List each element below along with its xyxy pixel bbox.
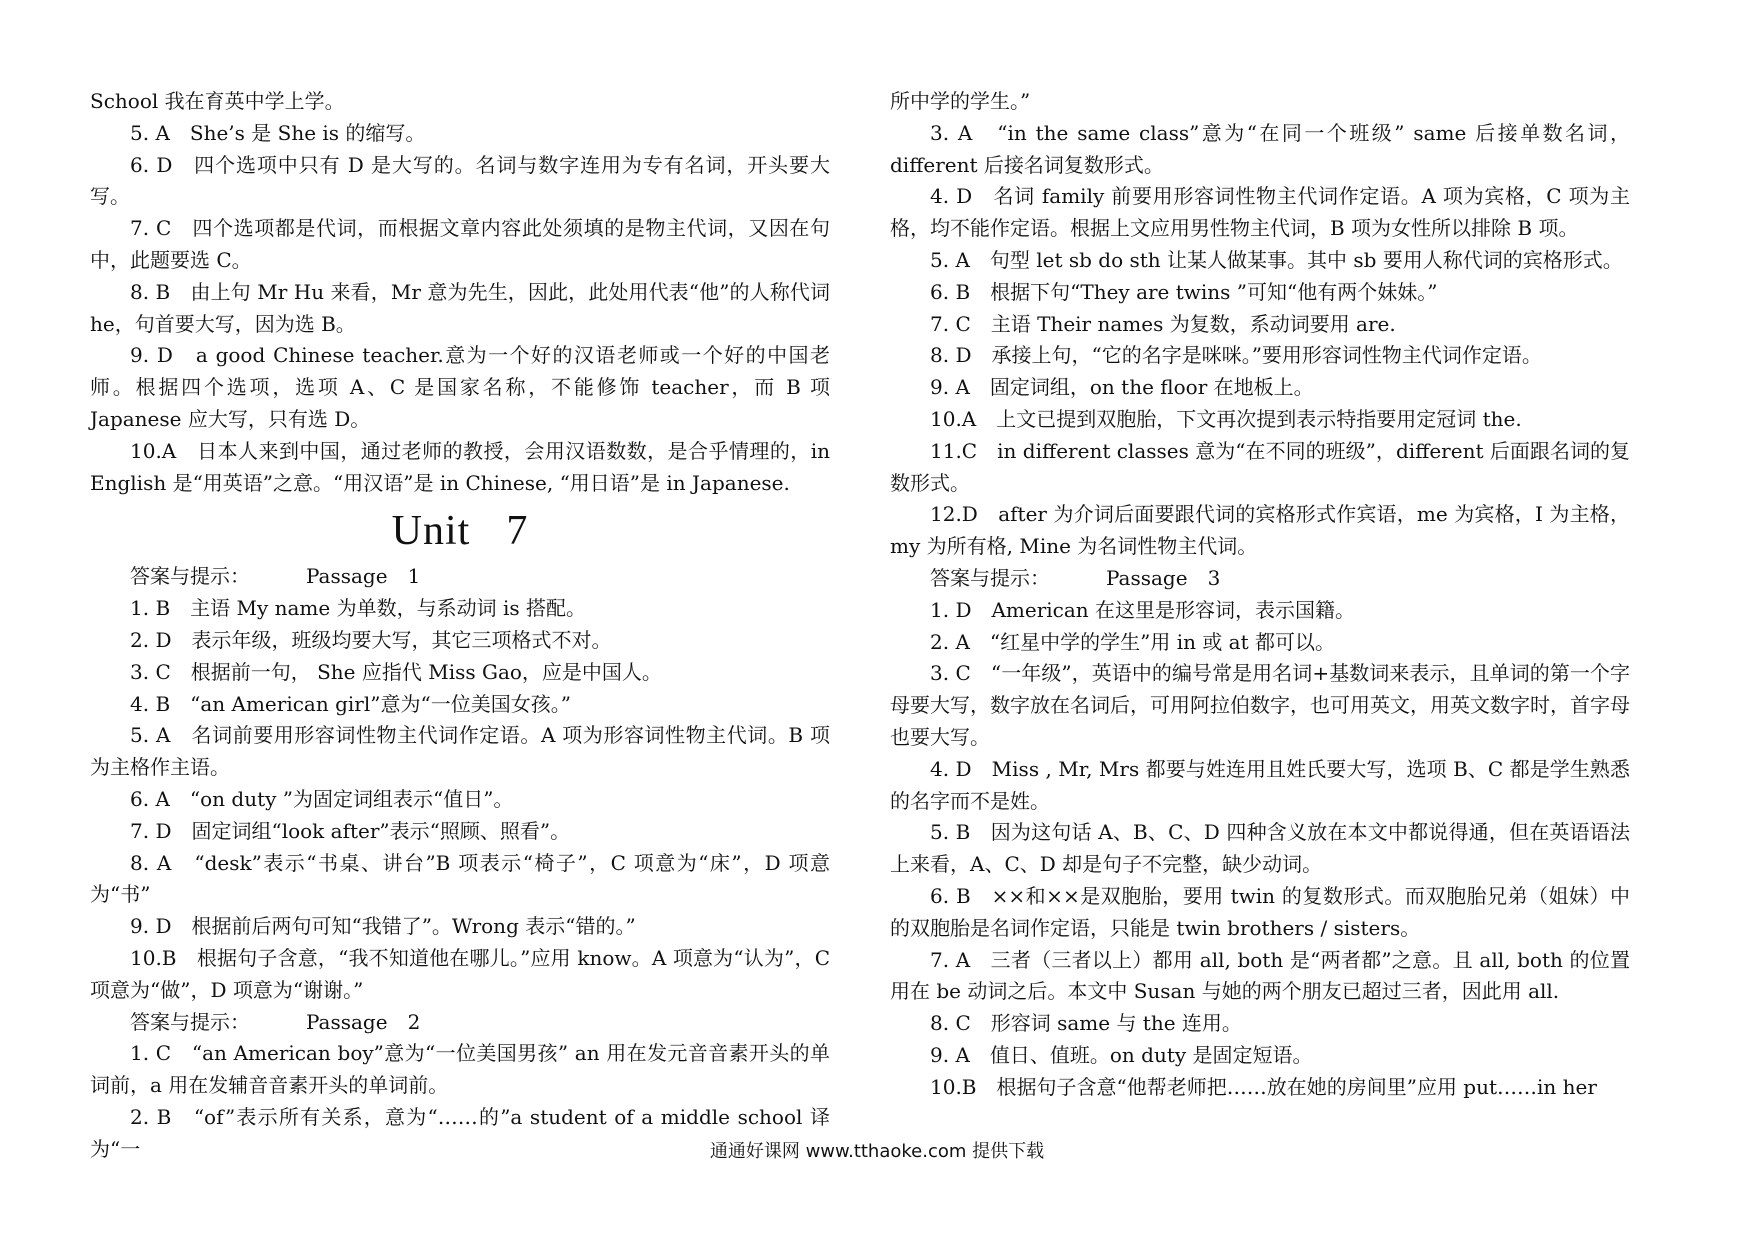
passage-header <box>90 1007 830 1039</box>
passage-label: Passage 1 <box>306 564 421 589</box>
answer-item: 5. A 名词前要用形容词性物主代词作定语。A 项为形容词性物主代词。B 项为主格作主语。 <box>90 723 830 780</box>
answer-item: 5. A She’s 是 She is 的缩写。 <box>130 120 426 145</box>
answer-item: 1. B 主语 My name 为单数，与系动词 is 搭配。 <box>130 596 586 621</box>
answer-item: 7. C 四个选项都是代词，而根据文章内容此处须填的是物主代词，又因在句中，此题要选 C。 <box>90 216 830 272</box>
answer-item: 6. B ××和××是双胞胎，要用 twin 的复数形式。而双胞胎兄弟（姐妹）中的双胞胎是名词作定语，只能是 twin brothers / sisters。 <box>890 883 1630 940</box>
answer-item: 3. C 根据前一句， She 应指代 Miss Gao，应是中国人。 <box>130 659 662 684</box>
answer-item: 7. D 固定词组“look after”表示“照顾、照看”。 <box>130 818 571 843</box>
answer-item: 10.B 根据句子含意，“我不知道他在哪儿。”应用 know。A 项意为“认为”，C 项意为“做”，D 项意为“谢谢。” <box>90 945 830 1002</box>
answer-item: 10.B 根据句子含意“他帮老师把……放在她的房间里”应用 put……in her <box>930 1074 1597 1099</box>
answer-item: 2. D 表示年级，班级均要大写，其它三项格式不对。 <box>130 627 612 652</box>
answer-item: 5. A 句型 let sb do sth 让某人做某事。其中 sb 要用人称代词的宾格形式。 <box>930 247 1623 272</box>
answer-item: 2. A “红星中学的学生”用 in 或 at 都可以。 <box>930 629 1335 654</box>
answer-item: 3. C “一年级”，英语中的编号常是用名词+基数词来表示，且单词的第一个字母要大写，数字放在名词后，可用阿拉伯数字，也可用英文，用英文数字时，首字母也要大写。 <box>890 661 1630 749</box>
answer-item: 9. A 值日、值班。on duty 是固定短语。 <box>930 1042 1313 1067</box>
answer-item: 4. B “an American girl”意为“一位美国女孩。” <box>130 691 571 716</box>
text-line: School 我在育英中学上学。 <box>90 89 345 113</box>
section-label: 答案与提示： <box>130 564 250 589</box>
answer-item: 4. D Miss , Mr, Mrs 都要与姓连用且姓氏要大写，选项 B、C 都是学生熟悉的名字而不是姓。 <box>890 756 1630 813</box>
answer-item: 10.A 日本人来到中国，通过老师的教授，会用汉语数数，是合乎情理的，in English 是“用英语”之意。“用汉语”是 in Chinese, “用日语”是 in Japanese. <box>90 438 830 495</box>
answer-item: 6. B 根据下句“They are twins ”可知“他有两个妹妹。” <box>930 279 1438 304</box>
answer-item: 12.D after 为介词后面要跟代词的宾格形式作宾语，me 为宾格，I 为主格，my 为所有格, Mine 为名词性物主代词。 <box>890 502 1630 559</box>
text-line: 所中学的学生。” <box>890 89 1031 113</box>
answer-item: 9. D a good Chinese teacher.意为一个好的汉语老师或一个好的中国老师。根据四个选项，选项 A、C 是国家名称，不能修饰 teacher，而 B 项 Japanese 应大写，只有选 D。 <box>90 343 830 431</box>
answer-item: 9. A 固定词组，on the floor 在地板上。 <box>930 375 1314 400</box>
section-label: 答案与提示： <box>930 565 1050 590</box>
answer-item: 1. D American 在这里是形容词，表示国籍。 <box>930 597 1356 622</box>
answer-item: 4. D 名词 family 前要用形容词性物主代词作定语。A 项为宾格，C 项为主格，均不能作定语。根据上文应用男性物主代词，B 项为女性所以排除 B 项。 <box>890 184 1630 241</box>
answer-item: 5. B 因为这句话 A、B、C、D 四种含义放在本文中都说得通，但在英语语法上来看，A、C、D 却是句子不完整，缺少动词。 <box>890 820 1630 877</box>
answer-item: 8. A “desk”表示“书桌、讲台”B 项表示“椅子”，C 项意为“床”，D 项意为“书” <box>90 850 830 907</box>
passage-header <box>90 561 830 593</box>
answer-item: 11.C in different classes 意为“在不同的班级”，different 后面跟名词的复数形式。 <box>890 438 1630 495</box>
answer-item: 3. A “in the same class”意为“在同一个班级” same 后接单数名词，different 后接名词复数形式。 <box>890 120 1630 177</box>
unit-word: Unit <box>391 508 471 555</box>
answer-item: 8. B 由上句 Mr Hu 来看，Mr 意为先生，因此，此处用代表“他”的人称代词 he，句首要大写，因为选 B。 <box>90 279 830 336</box>
answer-item: 8. D 承接上句，“它的名字是咪咪。”要用形容词性物主代词作定语。 <box>930 343 1542 368</box>
page-footer: 通通好课网 www.tthaoke.com 提供下载 <box>709 1141 1045 1162</box>
passage-header <box>890 563 1630 595</box>
answer-item: 6. A “on duty ”为固定词组表示“值日”。 <box>130 786 514 811</box>
unit-title <box>90 507 830 555</box>
section-label: 答案与提示： <box>130 1009 250 1034</box>
passage-label: Passage 3 <box>1106 565 1221 590</box>
right-column <box>890 86 1630 1104</box>
answer-item: 7. C 主语 Their names 为复数，系动词要用 are. <box>930 311 1396 336</box>
answer-item: 6. D 四个选项中只有 D 是大写的。名词与数字连用为专有名词，开头要大写。 <box>90 152 830 209</box>
answer-item: 7. A 三者（三者以上）都用 all, both 是“两者都”之意。且 all, both 的位置用在 be 动词之后。本文中 Susan 与她的两个朋友已超过三者，因此用 all. <box>890 947 1630 1004</box>
answer-item: 10.A 上文已提到双胞胎，下文再次提到表示特指要用定冠词 the. <box>930 406 1522 431</box>
answer-item: 1. C “an American boy”意为“一位美国男孩” an 用在发元音音素开头的单词前，a 用在发辅音音素开头的单词前。 <box>90 1041 830 1098</box>
answer-item: 9. D 根据前后两句可知“我错了”。Wrong 表示“错的。” <box>130 914 636 939</box>
passage-label: Passage 2 <box>306 1009 421 1034</box>
answer-item: 8. C 形容词 same 与 the 连用。 <box>930 1011 1242 1036</box>
left-column <box>90 86 830 1166</box>
answer-item: 2. B “of”表示所有关系，意为“……的”a student of a middle school 译为“一 <box>90 1104 830 1161</box>
unit-number: 7 <box>506 508 529 555</box>
